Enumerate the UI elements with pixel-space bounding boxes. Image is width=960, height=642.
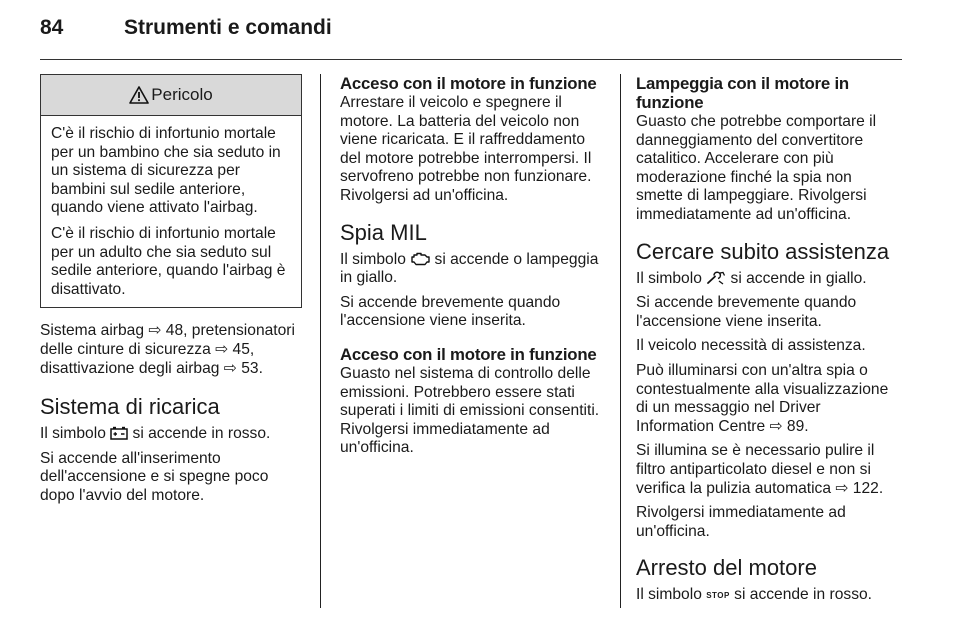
assist-paragraph-1: Il simbolo si accende in giallo.	[636, 269, 867, 287]
mil-paragraph-2: Si accende brevemente quando l'accensione viene inserita.	[340, 293, 561, 330]
ref-48-link[interactable]: 48	[165, 322, 184, 340]
warning-triangle-icon	[129, 86, 149, 104]
heading-acceso-motore-2: Acceso con il motore in funzione	[340, 344, 597, 364]
warning-box	[40, 74, 302, 308]
cross-ref-arrow-icon: ⇨	[769, 417, 783, 435]
assist-paragraph-5: Si illumina se è necessario pulire il filtro antiparticolato diesel e non si verifica la pulizia automatica ⇨ 122.	[636, 442, 884, 497]
column-1	[40, 74, 302, 512]
assist-paragraph-6: Rivolgersi immediatamente ad un'officina.	[636, 504, 846, 540]
ricarica-paragraph-1: Il simbolo si accende in rosso.	[40, 425, 271, 443]
warning-header	[41, 75, 301, 116]
heading-lampeggia: Lampeggia con il motore in funzione	[636, 74, 849, 112]
airbag-references: Sistema airbag ⇨ 48, pretensionatori delle cinture di sicurezza ⇨ 45, disattivazione degli airbag ⇨ 53.	[40, 322, 295, 377]
column-2	[340, 74, 604, 464]
assist-paragraph-2: Si accende brevemente quando l'accensione viene inserita.	[636, 294, 857, 330]
mil-paragraph-1: Il simbolo si accende o lampeggia in giallo.	[340, 250, 599, 287]
battery-icon	[110, 426, 128, 440]
column-divider-2	[620, 74, 621, 608]
ricarica-paragraph-2: Si accende all'inserimento dell'accensione e si spegne poco dopo l'avvio del motore.	[40, 449, 269, 504]
ref-89-link[interactable]: 89	[786, 417, 805, 435]
ref-122-link[interactable]: 122	[852, 479, 879, 497]
column-3	[636, 74, 902, 612]
acceso-paragraph-1: Arrestare il veicolo e spegnere il motore. La batteria del veicolo non viene ricaricata. E il raffreddamento del motore potrebbe interrompersi. Il servofreno potrebbe non funzionare. Rivolgersi ad un'officina.	[340, 94, 592, 204]
cross-ref-arrow-icon: ⇨	[215, 340, 229, 358]
warning-title: Pericolo	[151, 84, 213, 104]
warning-paragraph-2: C'è il rischio di infortunio mortale per un adulto che sia seduto sul sedile anteriore, quando l'airbag è disattivato.	[51, 224, 286, 298]
heading-spia-mil: Spia MIL	[340, 219, 427, 245]
arresto-paragraph-1: Il simbolo STOP si accende in rosso.	[636, 586, 872, 604]
cross-ref-arrow-icon: ⇨	[148, 322, 162, 340]
heading-cercare-assistenza: Cercare subito assistenza	[636, 238, 890, 264]
assist-paragraph-3: Il veicolo necessità di assistenza.	[636, 337, 866, 355]
header-rule	[40, 59, 902, 60]
lampeggia-paragraph: Guasto che potrebbe comportare il danneggiamento del convertitore catalitico. Accelerare con più moderazione finché la spia non smette di lampeggiare. Rivolgersi immediatamente ad un'officina.	[636, 113, 877, 223]
page-title: Strumenti e comandi	[124, 16, 332, 39]
ref-53-link[interactable]: 53	[241, 359, 259, 377]
engine-icon	[410, 252, 430, 266]
column-divider-1	[320, 74, 321, 608]
service-wrench-icon	[706, 271, 726, 285]
heading-arresto-motore: Arresto del motore	[636, 555, 817, 581]
heading-acceso-motore-1: Acceso con il motore in funzione	[340, 74, 597, 93]
page-number: 84	[40, 16, 64, 39]
warning-paragraph-1: C'è il rischio di infortunio mortale per un bambino che sia seduto in un sistema di sicurezza per bambini sul sedile anteriore, quando viene attivato l'airbag.	[51, 125, 281, 217]
cross-ref-arrow-icon: ⇨	[835, 479, 849, 497]
ref-45-link[interactable]: 45	[232, 340, 250, 358]
warning-body	[41, 116, 301, 307]
assist-paragraph-4: Può illuminarsi con un'altra spia o contestualmente alla visualizzazione di un messaggio nel Driver Information Centre ⇨ 89.	[636, 361, 889, 435]
stop-symbol: STOP	[706, 591, 730, 601]
cross-ref-arrow-icon: ⇨	[223, 359, 237, 377]
acceso-paragraph-2: Guasto nel sistema di controllo delle emissioni. Potrebbero essere stati superati i limiti di emissioni consentiti. Rivolgersi immediatamente ad un'officina.	[340, 364, 600, 457]
heading-sistema-ricarica: Sistema di ricarica	[40, 394, 220, 420]
